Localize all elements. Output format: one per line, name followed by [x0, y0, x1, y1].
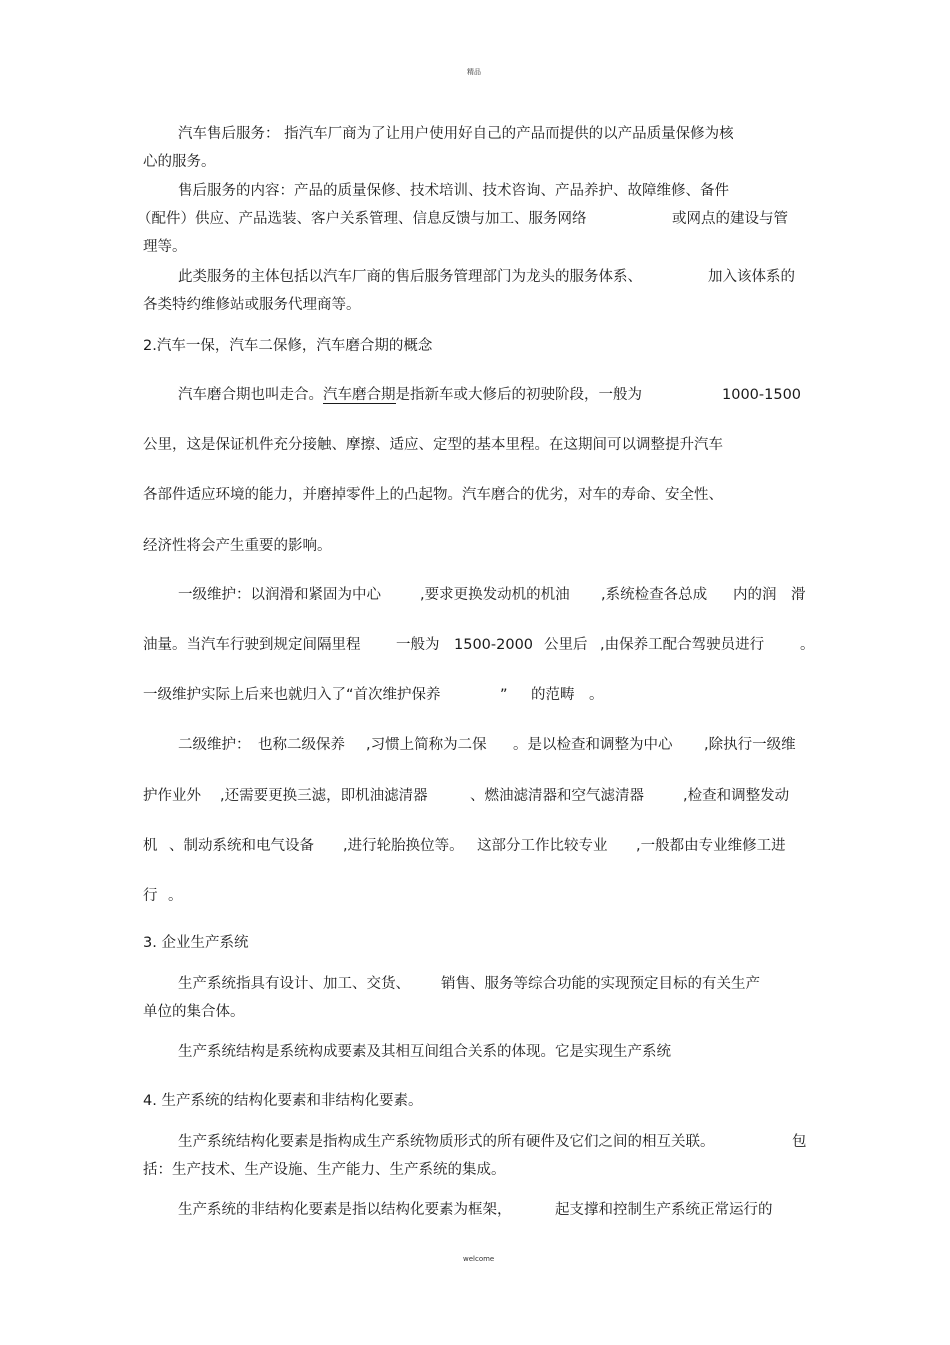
- paragraph-line: 生产系统结构是系统构成要素及其相互间组合关系的体现。它是实现生产系统: [178, 1044, 671, 1060]
- paragraph-line: 一级维护：以润滑和紧固为中心: [178, 587, 381, 603]
- paragraph-line: 二级维护：: [178, 737, 251, 753]
- paragraph-line: 机: [143, 838, 158, 854]
- paragraph-line: 括：生产技术、生产设施、生产能力、生产系统的集成。: [143, 1162, 506, 1178]
- paragraph-line: ,由保养工配合驾驶员进行: [600, 637, 765, 653]
- paragraph-line: 此类服务的主体包括以汽车厂商的售后服务管理部门为龙头的服务体系、: [178, 269, 642, 285]
- paragraph-line: 也称二级保养: [258, 737, 345, 753]
- paragraph-line: ,一般都由专业维修工进: [636, 838, 786, 854]
- paragraph-line: 公里后: [544, 637, 588, 653]
- paragraph-line: ,要求更换发动机的机油: [420, 587, 570, 603]
- paragraph-line: [178, 385, 642, 405]
- underlined-term: 汽车磨合期: [323, 387, 396, 403]
- paragraph-line: 一级维护实际上后来也就归入了“首次维护保养: [143, 687, 441, 703]
- paragraph-line: ,进行轮胎换位等。: [343, 838, 464, 854]
- paragraph-line: 汽车售后服务： 指汽车厂商为了让用户使用好自己的产品而提供的以产品质量保修为核: [178, 126, 734, 142]
- paragraph-line: 生产系统的非结构化要素是指以结构化要素为框架，: [178, 1202, 512, 1218]
- paragraph-line: 理等。: [143, 239, 187, 255]
- text-run: 是指新车或大修后的初驶阶段，一般为: [395, 387, 642, 403]
- paragraph-line: ,习惯上简称为二保: [366, 737, 487, 753]
- paragraph-line: ,还需要更换三滤，即机油滤清器: [220, 788, 428, 804]
- paragraph-line: 行: [143, 888, 158, 904]
- paragraph-line: 经济性将会产生重要的影响。: [143, 538, 332, 554]
- paragraph-line: 包: [792, 1134, 807, 1150]
- paragraph-line: 生产系统结构化要素是指构成生产系统物质形式的所有硬件及它们之间的相互关联。: [178, 1134, 715, 1150]
- paragraph-line: ”: [500, 687, 508, 703]
- paragraph-line: 各类特约维修站或服务代理商等。: [143, 297, 361, 313]
- paragraph-line: 。: [800, 637, 815, 653]
- page-header: 精品: [467, 68, 481, 76]
- paragraph-line: 护作业外: [143, 788, 201, 804]
- paragraph-line: 。: [589, 687, 604, 703]
- paragraph-line: 一般为: [396, 637, 440, 653]
- paragraph-line: 销售、服务等综合功能的实现预定目标的有关生产: [441, 976, 760, 992]
- text-run: 汽车磨合期也叫走合。: [178, 387, 323, 403]
- paragraph-line: 的范畴: [531, 687, 575, 703]
- paragraph-line: 心的服务。: [143, 154, 216, 170]
- paragraph-line: 、制动系统和电气设备: [169, 838, 314, 854]
- paragraph-line: （配件）供应、产品选装、客户关系管理、信息反馈与加工、服务网络: [137, 211, 587, 227]
- paragraph-line: 、燃油滤清器和空气滤清器: [470, 788, 644, 804]
- mileage-value: 1500-2000: [454, 637, 534, 653]
- paragraph-line: 公里，这是保证机件充分接触、摩擦、适应、定型的基本里程。在这期间可以调整提升汽车: [143, 437, 723, 453]
- paragraph-line: 或网点的建设与管: [672, 211, 788, 227]
- paragraph-line: 这部分工作比较专业: [477, 838, 608, 854]
- paragraph-line: ,除执行一级维: [704, 737, 796, 753]
- paragraph-line: 加入该体系的: [708, 269, 795, 285]
- section-heading: 2.汽车一保，汽车二保修，汽车磨合期的概念: [143, 338, 433, 354]
- section-heading: 3. 企业生产系统: [143, 935, 249, 951]
- paragraph-line: 滑: [791, 587, 806, 603]
- paragraph-line: ,检查和调整发动: [683, 788, 790, 804]
- paragraph-line: ,系统检查各总成: [601, 587, 708, 603]
- paragraph-line: 单位的集合体。: [143, 1004, 245, 1020]
- paragraph-line: 售后服务的内容：产品的质量保修、技术培训、技术咨询、产品养护、故障维修、备件: [178, 183, 729, 199]
- paragraph-line: 。: [168, 888, 183, 904]
- paragraph-line: 各部件适应环境的能力，并磨掉零件上的凸起物。汽车磨合的优劣，对车的寿命、安全性、: [143, 487, 723, 503]
- mileage-value: 1000-1500: [722, 387, 802, 403]
- paragraph-line: 生产系统指具有设计、加工、交货、: [178, 976, 410, 992]
- paragraph-line: 起支撑和控制生产系统正常运行的: [555, 1202, 773, 1218]
- section-heading: 4. 生产系统的结构化要素和非结构化要素。: [143, 1093, 423, 1109]
- paragraph-line: 油量。当汽车行驶到规定间隔里程: [143, 637, 361, 653]
- paragraph-line: 。是以检查和调整为中心: [513, 737, 673, 753]
- paragraph-line: 内的润: [733, 587, 777, 603]
- page-footer: welcome: [463, 1255, 495, 1263]
